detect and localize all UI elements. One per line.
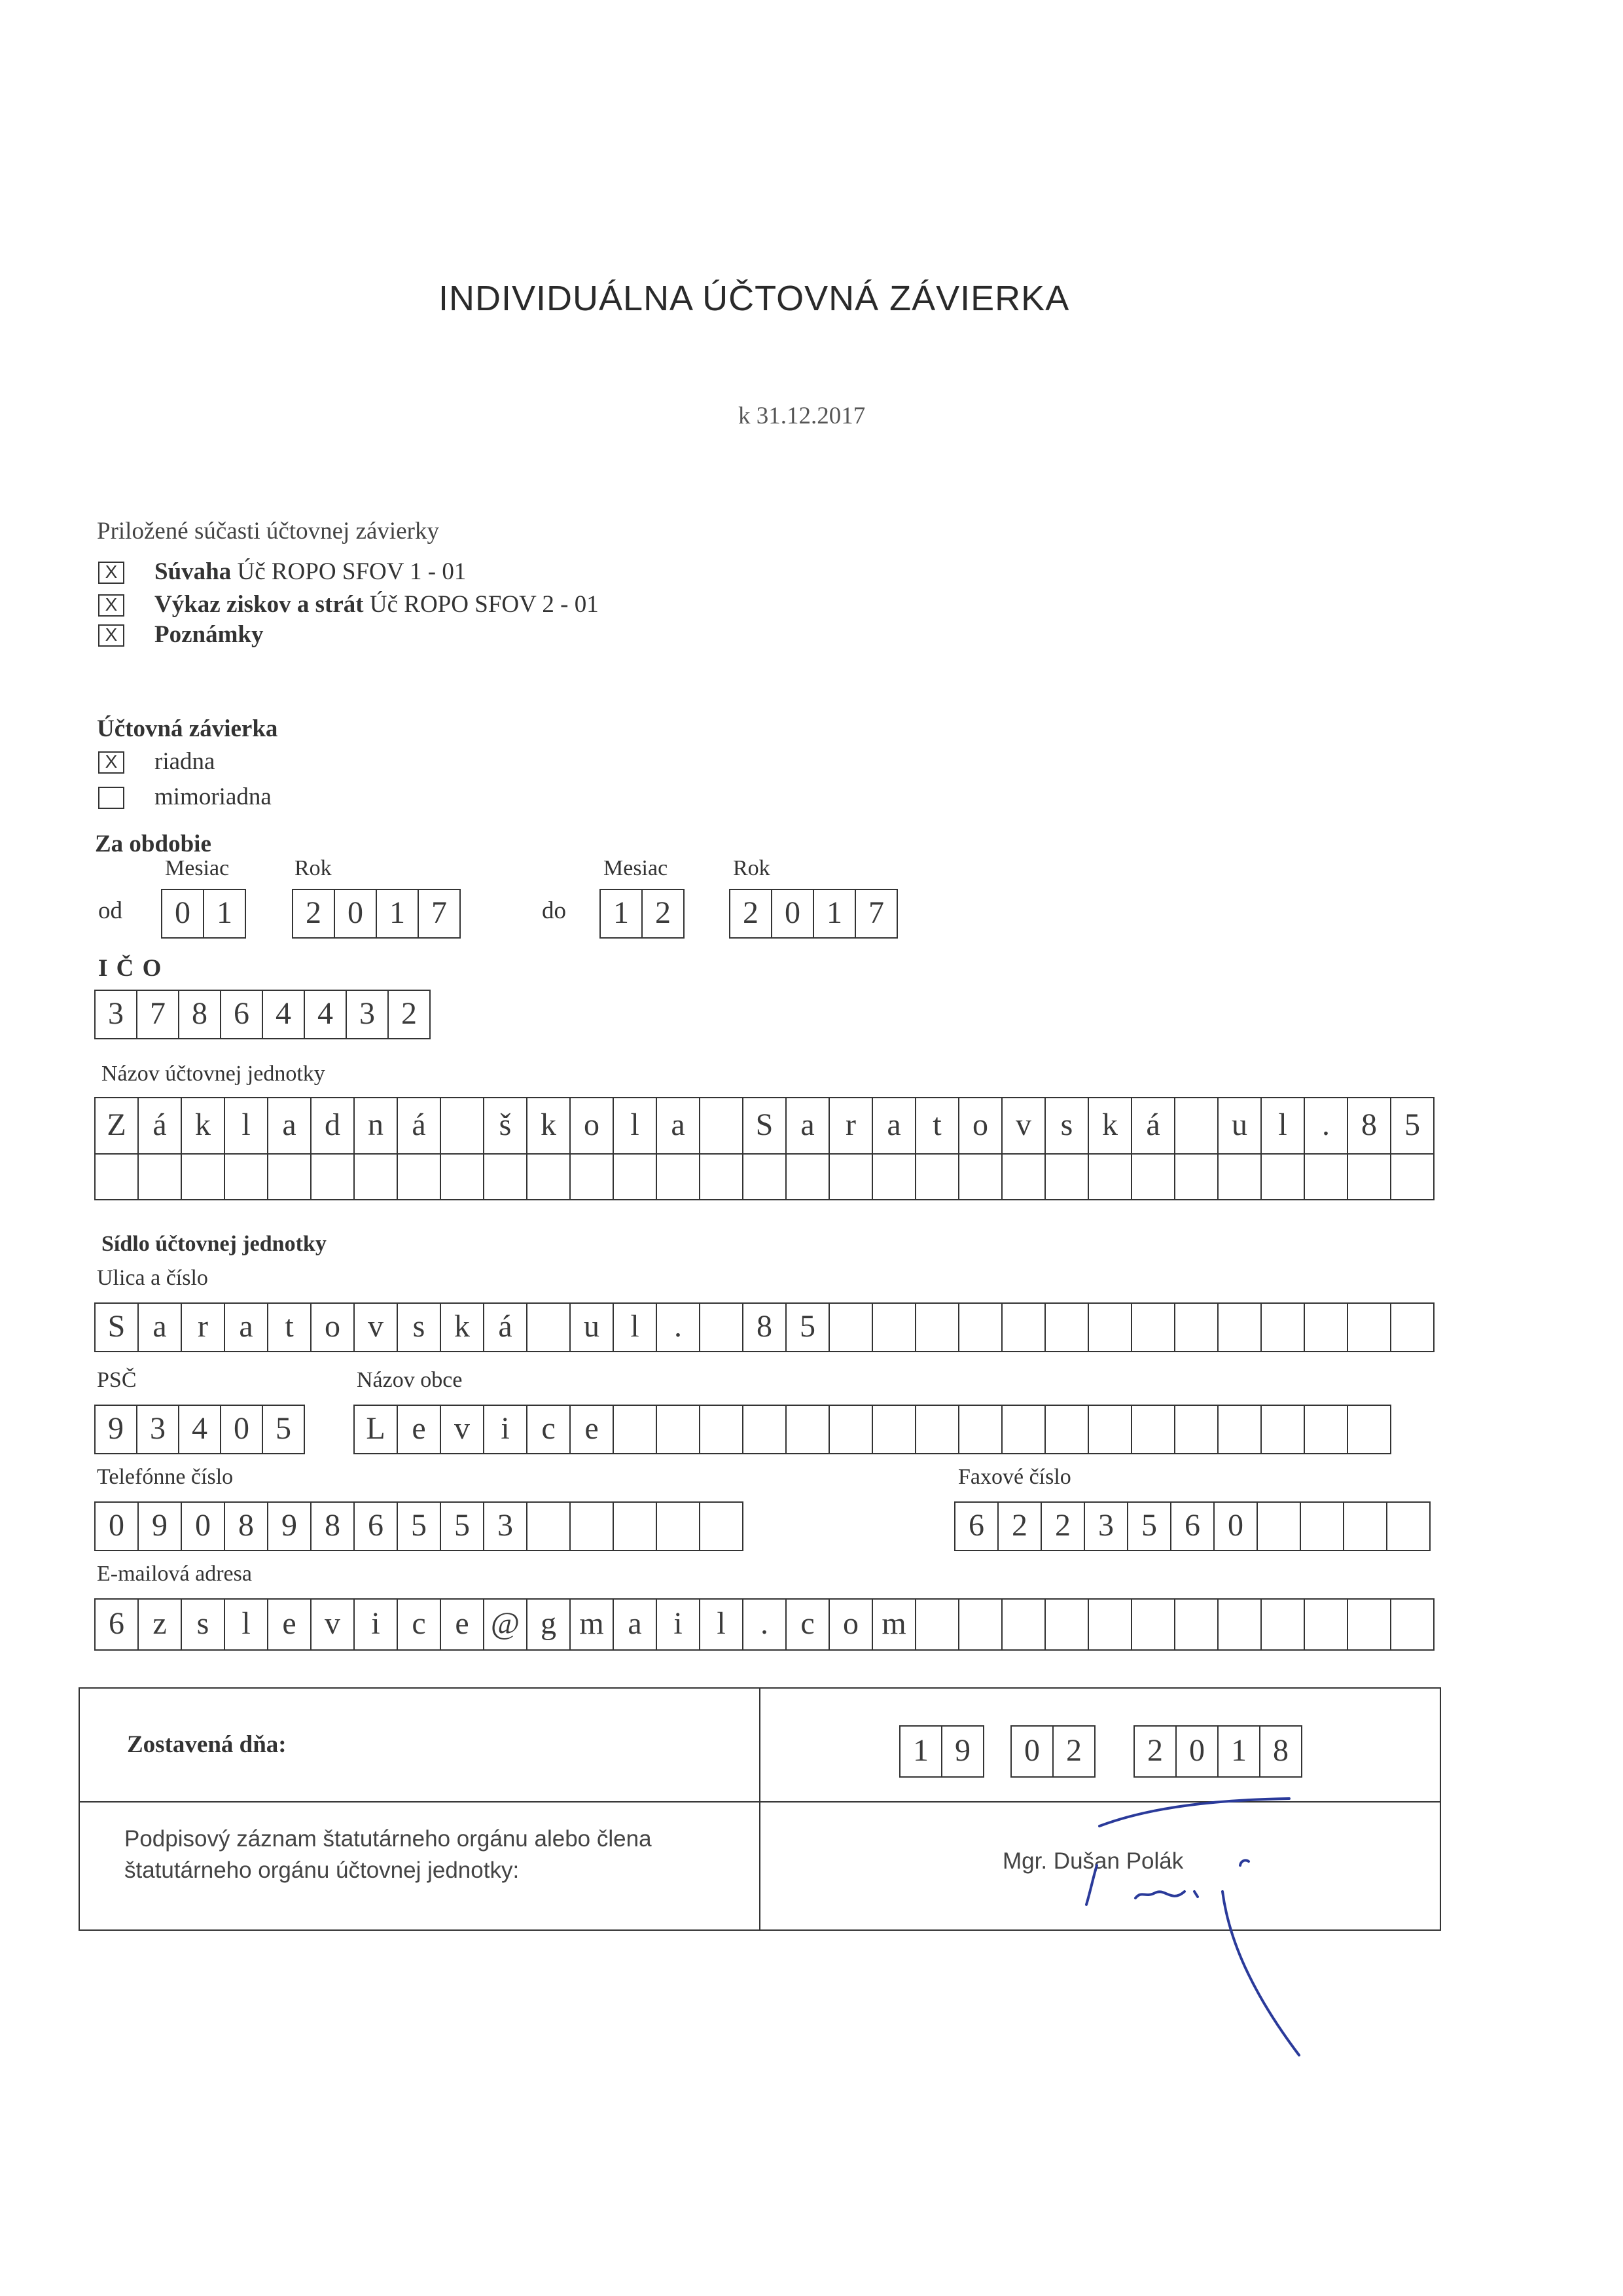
char-box	[1305, 1406, 1348, 1453]
char-box	[743, 1406, 787, 1453]
char-box	[1219, 1600, 1262, 1649]
char-box: 7	[137, 991, 179, 1038]
char-box	[527, 1503, 571, 1550]
entity-name-row-2[interactable]	[94, 1153, 1435, 1200]
char-box: 2	[643, 890, 685, 937]
char-box	[787, 1155, 830, 1199]
signature-hook	[1240, 1860, 1249, 1865]
char-box: s	[1046, 1098, 1089, 1153]
phone-label: Telefónne číslo	[97, 1465, 234, 1489]
ico-boxes[interactable]	[94, 990, 431, 1039]
char-box: S	[743, 1098, 787, 1153]
char-box	[182, 1155, 225, 1199]
char-box	[1262, 1304, 1305, 1351]
char-box: 5	[263, 1406, 305, 1453]
char-box: c	[787, 1600, 830, 1649]
prepared-month-boxes[interactable]	[1010, 1725, 1096, 1778]
char-box	[1175, 1406, 1219, 1453]
char-box: 0	[96, 1503, 139, 1550]
ico-label: I Č O	[98, 955, 163, 982]
attachments-heading: Priložené súčasti účtovnej závierky	[97, 518, 439, 545]
attachment-checkbox[interactable]	[98, 562, 124, 584]
char-box	[1219, 1406, 1262, 1453]
char-box	[1262, 1600, 1305, 1649]
attachment-label	[154, 558, 466, 586]
char-box: 5	[398, 1503, 441, 1550]
char-box: i	[484, 1406, 527, 1453]
char-box: r	[830, 1098, 873, 1153]
street-label: Ulica a číslo	[97, 1266, 208, 1290]
char-box: 1	[814, 890, 856, 937]
char-box	[1305, 1155, 1348, 1199]
char-box: m	[873, 1600, 916, 1649]
char-box	[916, 1600, 959, 1649]
closing-type-checkbox-extraordinary[interactable]	[98, 787, 124, 809]
char-box: v	[441, 1406, 484, 1453]
char-box: l	[614, 1304, 657, 1351]
char-box: g	[527, 1600, 571, 1649]
char-box	[1262, 1406, 1305, 1453]
handwritten-signature	[1073, 1793, 1322, 2068]
char-box	[355, 1155, 398, 1199]
char-box: e	[571, 1406, 614, 1453]
char-box	[1348, 1304, 1391, 1351]
char-box	[700, 1406, 743, 1453]
closing-type-label: mimoriadna	[154, 783, 272, 810]
char-box: 2	[730, 890, 772, 937]
char-box	[1219, 1155, 1262, 1199]
char-box	[571, 1503, 614, 1550]
signature-dot	[1194, 1892, 1198, 1897]
char-box	[1305, 1600, 1348, 1649]
email-label: E-mailová adresa	[97, 1562, 252, 1586]
char-box: a	[139, 1304, 182, 1351]
char-box	[657, 1155, 700, 1199]
char-box: 5	[787, 1304, 830, 1351]
char-box	[1089, 1304, 1132, 1351]
char-box	[225, 1155, 268, 1199]
prepared-label: Zostavená dňa:	[127, 1731, 287, 1758]
char-box	[1003, 1155, 1046, 1199]
char-box: 8	[743, 1304, 787, 1351]
char-box: S	[96, 1304, 139, 1351]
char-box: 2	[389, 991, 431, 1038]
char-box	[527, 1155, 571, 1199]
char-box: @	[484, 1600, 527, 1649]
char-box: 5	[441, 1503, 484, 1550]
char-box	[1003, 1406, 1046, 1453]
char-box	[700, 1155, 743, 1199]
char-box: á	[1132, 1098, 1175, 1153]
char-box	[1046, 1600, 1089, 1649]
char-box: 2	[1135, 1727, 1177, 1776]
prepared-year-boxes[interactable]	[1133, 1725, 1302, 1778]
signatory-name: Mgr. Dušan Polák	[1003, 1848, 1184, 1874]
char-box: 2	[999, 1503, 1042, 1550]
char-box: 8	[179, 991, 221, 1038]
entity-name-label: Názov účtovnej jednotky	[101, 1062, 325, 1086]
char-box	[873, 1304, 916, 1351]
char-box	[96, 1155, 139, 1199]
char-box	[1219, 1304, 1262, 1351]
table-divider-vertical	[759, 1689, 760, 1929]
street-boxes[interactable]	[94, 1302, 1435, 1352]
char-box	[830, 1304, 873, 1351]
char-box: k	[182, 1098, 225, 1153]
email-boxes[interactable]	[94, 1598, 1435, 1651]
attachment-label	[154, 590, 599, 619]
char-box	[527, 1304, 571, 1351]
char-box: d	[312, 1098, 355, 1153]
char-box	[1391, 1304, 1435, 1351]
char-box	[1132, 1600, 1175, 1649]
attachment-label-bold: Poznámky	[154, 621, 264, 648]
char-box	[1175, 1304, 1219, 1351]
char-box: 5	[1391, 1098, 1435, 1153]
seat-label: Sídlo účtovnej jednotky	[101, 1232, 327, 1256]
signature-stroke-top	[1099, 1799, 1289, 1826]
char-box: e	[398, 1406, 441, 1453]
char-box: l	[700, 1600, 743, 1649]
char-box: 7	[419, 890, 461, 937]
to-label: do	[542, 897, 566, 924]
char-box: 5	[1128, 1503, 1171, 1550]
checkbox-mark: X	[105, 624, 118, 645]
char-box	[1348, 1600, 1391, 1649]
char-box	[1089, 1600, 1132, 1649]
char-box	[441, 1098, 484, 1153]
char-box: 0	[1177, 1727, 1219, 1776]
char-box: v	[355, 1304, 398, 1351]
to-month-label: Mesiac	[603, 856, 668, 880]
char-box: 6	[221, 991, 263, 1038]
signature-label-line-2: štatutárneho orgánu účtovnej jednotky:	[124, 1857, 520, 1883]
char-box: 2	[293, 890, 335, 937]
page-title: INDIVIDUÁLNA ÚČTOVNÁ ZÁVIERKA	[438, 279, 1070, 318]
town-label: Názov obce	[357, 1368, 463, 1392]
char-box: v	[312, 1600, 355, 1649]
char-box: a	[225, 1304, 268, 1351]
to-month-boxes[interactable]	[599, 889, 685, 939]
char-box	[1348, 1406, 1391, 1453]
attachment-label	[154, 620, 264, 649]
char-box	[571, 1155, 614, 1199]
char-box: 3	[137, 1406, 179, 1453]
char-box	[1344, 1503, 1387, 1550]
char-box: 6	[96, 1600, 139, 1649]
char-box	[873, 1155, 916, 1199]
char-box: 8	[1260, 1727, 1302, 1776]
char-box: L	[355, 1406, 398, 1453]
char-box	[743, 1155, 787, 1199]
char-box: .	[657, 1304, 700, 1351]
char-box: o	[312, 1304, 355, 1351]
char-box	[1262, 1155, 1305, 1199]
from-year-label: Rok	[294, 856, 332, 880]
psc-label: PSČ	[97, 1368, 137, 1392]
char-box: 7	[856, 890, 898, 937]
char-box: v	[1003, 1098, 1046, 1153]
char-box: a	[657, 1098, 700, 1153]
signature-stroke-middle	[1135, 1892, 1185, 1898]
period-heading: Za obdobie	[95, 831, 211, 857]
char-box	[1175, 1155, 1219, 1199]
char-box	[1089, 1155, 1132, 1199]
phone-boxes[interactable]	[94, 1501, 743, 1551]
char-box: o	[959, 1098, 1003, 1153]
char-box	[614, 1406, 657, 1453]
char-box	[830, 1406, 873, 1453]
char-box: 1	[1219, 1727, 1260, 1776]
char-box: i	[355, 1600, 398, 1649]
char-box: 0	[772, 890, 814, 937]
char-box	[1391, 1155, 1435, 1199]
char-box: n	[355, 1098, 398, 1153]
char-box: a	[268, 1098, 312, 1153]
prepared-day-boxes[interactable]	[899, 1725, 984, 1778]
char-box: m	[571, 1600, 614, 1649]
char-box: 1	[377, 890, 419, 937]
psc-boxes[interactable]	[94, 1405, 305, 1454]
char-box: e	[268, 1600, 312, 1649]
char-box: l	[1262, 1098, 1305, 1153]
char-box: 8	[1348, 1098, 1391, 1153]
char-box: Z	[96, 1098, 139, 1153]
from-year-boxes[interactable]	[292, 889, 461, 939]
char-box: e	[441, 1600, 484, 1649]
char-box: l	[225, 1098, 268, 1153]
char-box: k	[441, 1304, 484, 1351]
char-box	[1301, 1503, 1344, 1550]
char-box	[1175, 1600, 1219, 1649]
char-box	[1003, 1304, 1046, 1351]
char-box	[312, 1155, 355, 1199]
char-box: a	[614, 1600, 657, 1649]
signature-stroke-left	[1086, 1865, 1097, 1905]
char-box: 4	[179, 1406, 221, 1453]
char-box: a	[873, 1098, 916, 1153]
char-box: 4	[263, 991, 305, 1038]
char-box: t	[268, 1304, 312, 1351]
char-box	[1046, 1406, 1089, 1453]
char-box	[441, 1155, 484, 1199]
to-year-boxes[interactable]	[729, 889, 898, 939]
char-box: s	[182, 1600, 225, 1649]
char-box: c	[398, 1600, 441, 1649]
char-box: 9	[139, 1503, 182, 1550]
char-box	[1305, 1304, 1348, 1351]
char-box: 6	[955, 1503, 999, 1550]
char-box: 8	[312, 1503, 355, 1550]
char-box: c	[527, 1406, 571, 1453]
char-box: 1	[901, 1727, 942, 1776]
char-box	[268, 1155, 312, 1199]
char-box	[1003, 1600, 1046, 1649]
char-box: á	[484, 1304, 527, 1351]
char-box: t	[916, 1098, 959, 1153]
char-box	[1046, 1155, 1089, 1199]
fax-label: Faxové číslo	[958, 1465, 1071, 1489]
attachment-label-bold: Výkaz ziskov a strát	[154, 591, 364, 618]
checkbox-mark: X	[105, 594, 118, 615]
char-box: 1	[601, 890, 643, 937]
char-box: 3	[347, 991, 389, 1038]
char-box	[700, 1098, 743, 1153]
char-box: z	[139, 1600, 182, 1649]
char-box: i	[657, 1600, 700, 1649]
char-box	[700, 1304, 743, 1351]
signature-stroke-tail	[1222, 1892, 1299, 2055]
char-box	[787, 1406, 830, 1453]
char-box: 1	[204, 890, 246, 937]
char-box: 2	[1042, 1503, 1085, 1550]
char-box: a	[787, 1098, 830, 1153]
char-box	[657, 1406, 700, 1453]
to-year-label: Rok	[733, 856, 770, 880]
char-box: 0	[1012, 1727, 1054, 1776]
char-box: 0	[221, 1406, 263, 1453]
char-box	[1132, 1304, 1175, 1351]
char-box	[1046, 1304, 1089, 1351]
char-box	[1175, 1098, 1219, 1153]
char-box: k	[1089, 1098, 1132, 1153]
char-box: 0	[182, 1503, 225, 1550]
char-box: o	[571, 1098, 614, 1153]
char-box: .	[743, 1600, 787, 1649]
char-box	[700, 1503, 743, 1550]
char-box	[916, 1155, 959, 1199]
char-box	[398, 1155, 441, 1199]
char-box: 8	[225, 1503, 268, 1550]
char-box: 0	[1215, 1503, 1258, 1550]
char-box	[484, 1155, 527, 1199]
char-box	[614, 1155, 657, 1199]
char-box: 6	[355, 1503, 398, 1550]
char-box: o	[830, 1600, 873, 1649]
attachment-checkbox[interactable]	[98, 594, 124, 617]
char-box	[1089, 1406, 1132, 1453]
char-box: 2	[1054, 1727, 1096, 1776]
char-box	[614, 1503, 657, 1550]
char-box: 0	[335, 890, 377, 937]
attachment-label-code: Úč ROPO SFOV 1 - 01	[237, 558, 467, 585]
char-box: 0	[162, 890, 204, 937]
fax-boxes[interactable]	[954, 1501, 1431, 1551]
char-box	[1348, 1155, 1391, 1199]
char-box: 9	[942, 1727, 984, 1776]
closing-type-label: riadna	[154, 748, 215, 775]
char-box	[873, 1406, 916, 1453]
char-box: .	[1305, 1098, 1348, 1153]
char-box: 3	[484, 1503, 527, 1550]
char-box	[657, 1503, 700, 1550]
char-box: 9	[268, 1503, 312, 1550]
from-month-label: Mesiac	[165, 856, 230, 880]
char-box	[916, 1406, 959, 1453]
closing-type-heading: Účtovná závierka	[97, 715, 278, 742]
from-month-boxes[interactable]	[161, 889, 246, 939]
town-boxes[interactable]	[353, 1405, 1391, 1454]
char-box: 3	[1085, 1503, 1128, 1550]
char-box	[916, 1304, 959, 1351]
attachment-label-code: Úč ROPO SFOV 2 - 01	[369, 591, 599, 618]
char-box	[1387, 1503, 1431, 1550]
char-box: 3	[96, 991, 137, 1038]
char-box: l	[225, 1600, 268, 1649]
char-box: u	[571, 1304, 614, 1351]
char-box: u	[1219, 1098, 1262, 1153]
char-box: k	[527, 1098, 571, 1153]
char-box: l	[614, 1098, 657, 1153]
char-box: á	[139, 1098, 182, 1153]
char-box: š	[484, 1098, 527, 1153]
date-line: k 31.12.2017	[738, 403, 866, 429]
from-label: od	[98, 897, 122, 924]
signature-label-line-1: Podpisový záznam štatutárneho orgánu alebo člena	[124, 1826, 652, 1852]
checkbox-mark: X	[105, 751, 118, 772]
attachment-checkbox[interactable]	[98, 624, 124, 647]
char-box: 6	[1171, 1503, 1215, 1550]
char-box	[959, 1304, 1003, 1351]
char-box: s	[398, 1304, 441, 1351]
char-box	[1391, 1600, 1435, 1649]
attachment-label-bold: Súvaha	[154, 558, 232, 585]
char-box: á	[398, 1098, 441, 1153]
char-box	[139, 1155, 182, 1199]
char-box	[959, 1600, 1003, 1649]
char-box	[1258, 1503, 1301, 1550]
char-box: 9	[96, 1406, 137, 1453]
char-box	[1132, 1155, 1175, 1199]
char-box: 4	[305, 991, 347, 1038]
checkbox-mark: X	[105, 562, 118, 582]
char-box	[959, 1406, 1003, 1453]
entity-name-row-1[interactable]	[94, 1097, 1435, 1155]
char-box: r	[182, 1304, 225, 1351]
char-box	[830, 1155, 873, 1199]
char-box	[1132, 1406, 1175, 1453]
closing-type-checkbox-regular[interactable]	[98, 751, 124, 774]
char-box	[959, 1155, 1003, 1199]
